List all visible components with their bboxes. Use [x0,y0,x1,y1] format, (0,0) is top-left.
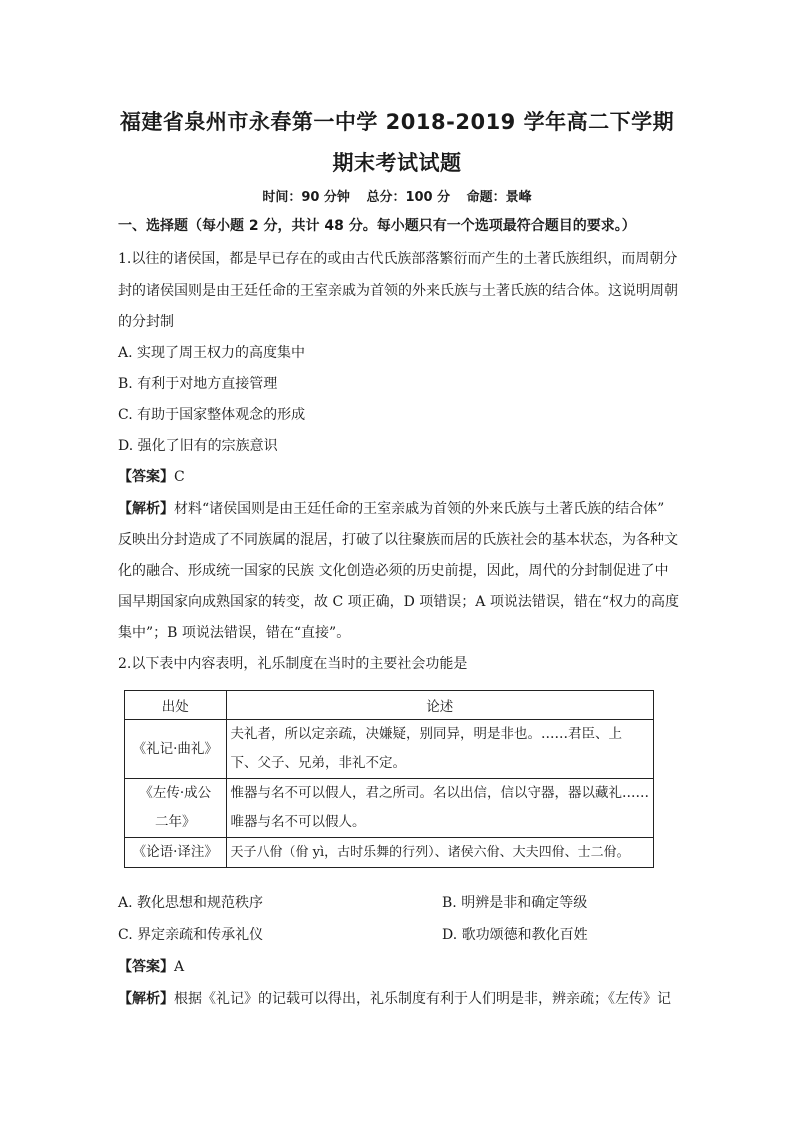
section-heading: 一、选择题（每小题 2 分，共计 48 分。每小题只有一个选项最符合题目的要求。） [118,218,636,234]
q1-option-b: B. 有利于对地方直接管理 [118,376,278,392]
source-text: 《论语·译注》 [132,844,218,860]
analysis-label: 【解析】 [118,501,174,517]
q2-stem: 2.以下表中内容表明，礼乐制度在当时的主要社会功能是 [118,656,468,672]
q1-stem-line: 的分封制 [118,314,174,330]
analysis-text: 材料“诸侯国则是由王廷任命的王室亲戚为首领的外来氏族与土著氏族的结合体” [174,501,665,517]
q1-analysis-line: 国早期国家向成熟国家的转变，故 C 项正确，D 项错误；A 项说法错误，错在“权力的高度 [118,594,680,610]
cell-text-line: 天子八佾（佾 yì，古时乐舞的行列）、诸侯六佾、大夫四佾、士二佾。 [230,845,630,860]
q2-option-a: A. 教化思想和规范秩序 [118,895,264,911]
source-text: 《礼记·曲礼》 [132,741,218,757]
analysis-label: 【解析】 [118,991,174,1007]
exam-total: 总分：100 分 [366,190,451,205]
source-text: 《左传·成公 [139,785,212,801]
q1-analysis-line: 反映出分封造成了不同族属的混居，打破了以往聚族而居的氏族社会的基本状态，为各种文 [118,532,678,548]
document-title: 福建省泉州市永春第一中学 2018-2019 学年高二下学期 [119,110,675,134]
answer-label: 【答案】 [118,959,174,975]
table-header-row [125,691,654,720]
q2-option-c: C. 界定亲疏和传承礼仪 [118,927,264,943]
q1-stem-line: 1.以往的诸侯国，都是早已存在的或由古代氏族部落繁衍而产生的土著氏族组织，而周朝分 [118,251,678,267]
q2-option-b: B. 明辨是非和确定等级 [442,895,588,911]
table-header-source: 出处 [125,691,227,720]
answer-value: C [174,469,185,485]
source-text: 二年》 [155,814,196,830]
table-cell-source [125,838,227,868]
document-subtitle: 期末考试试题 [332,151,462,175]
cell-text-line: 夫礼者，所以定亲疏，决嫌疑，别同异，明是非也。……君臣、上 [230,726,622,742]
table-cell-source [125,720,227,779]
q1-stem-line: 封的诸侯国则是由王廷任命的王室亲戚为首领的外来氏族与土著氏族的结合体。这说明周朝 [118,283,678,299]
cell-text-line: 下、父子、兄弟，非礼不定。 [230,755,406,771]
q1-analysis-line: 化的融合、形成统一国家的民族 文化创造必须的历史前提，因此，周代的分封制促进了中 [118,563,669,579]
table-row [125,838,654,868]
table-cell-text [226,838,654,868]
q1-answer [118,467,678,487]
table-row [125,720,654,779]
q2-option-d: D. 歌功颂德和教化百姓 [442,927,588,943]
q1-analysis-line: 集中”；B 项说法错误，错在“直接”。 [118,625,351,641]
q1-option-a: A. 实现了周王权力的高度集中 [118,345,306,361]
exam-meta [0,186,794,205]
q1-analysis-line [118,499,678,519]
answer-value: A [174,959,185,975]
cell-text-line: 惟器与名不可以假人，君之所司。名以出信，信以守器，器以藏礼…… [230,785,649,801]
table-header-text: 论述 [226,691,654,720]
analysis-text: 根据《礼记》的记载可以得出，礼乐制度有利于人们明是非，辨亲疏；《左传》记 [174,991,671,1007]
q2-analysis-line [118,989,678,1009]
q2-table [124,690,654,868]
table-cell-source [125,779,227,838]
q1-option-d: D. 强化了旧有的宗族意识 [118,438,278,454]
q1-option-c: C. 有助于国家整体观念的形成 [118,407,306,423]
exam-time: 时间：90 分钟 [262,190,350,205]
table-cell-text [226,779,654,838]
table-row [125,779,654,838]
table-cell-text [226,720,654,779]
answer-label: 【答案】 [118,469,174,485]
q2-answer [118,957,678,977]
exam-author: 命题：景峰 [466,190,532,205]
cell-text-line: 唯器与名不可以假人。 [230,814,366,830]
